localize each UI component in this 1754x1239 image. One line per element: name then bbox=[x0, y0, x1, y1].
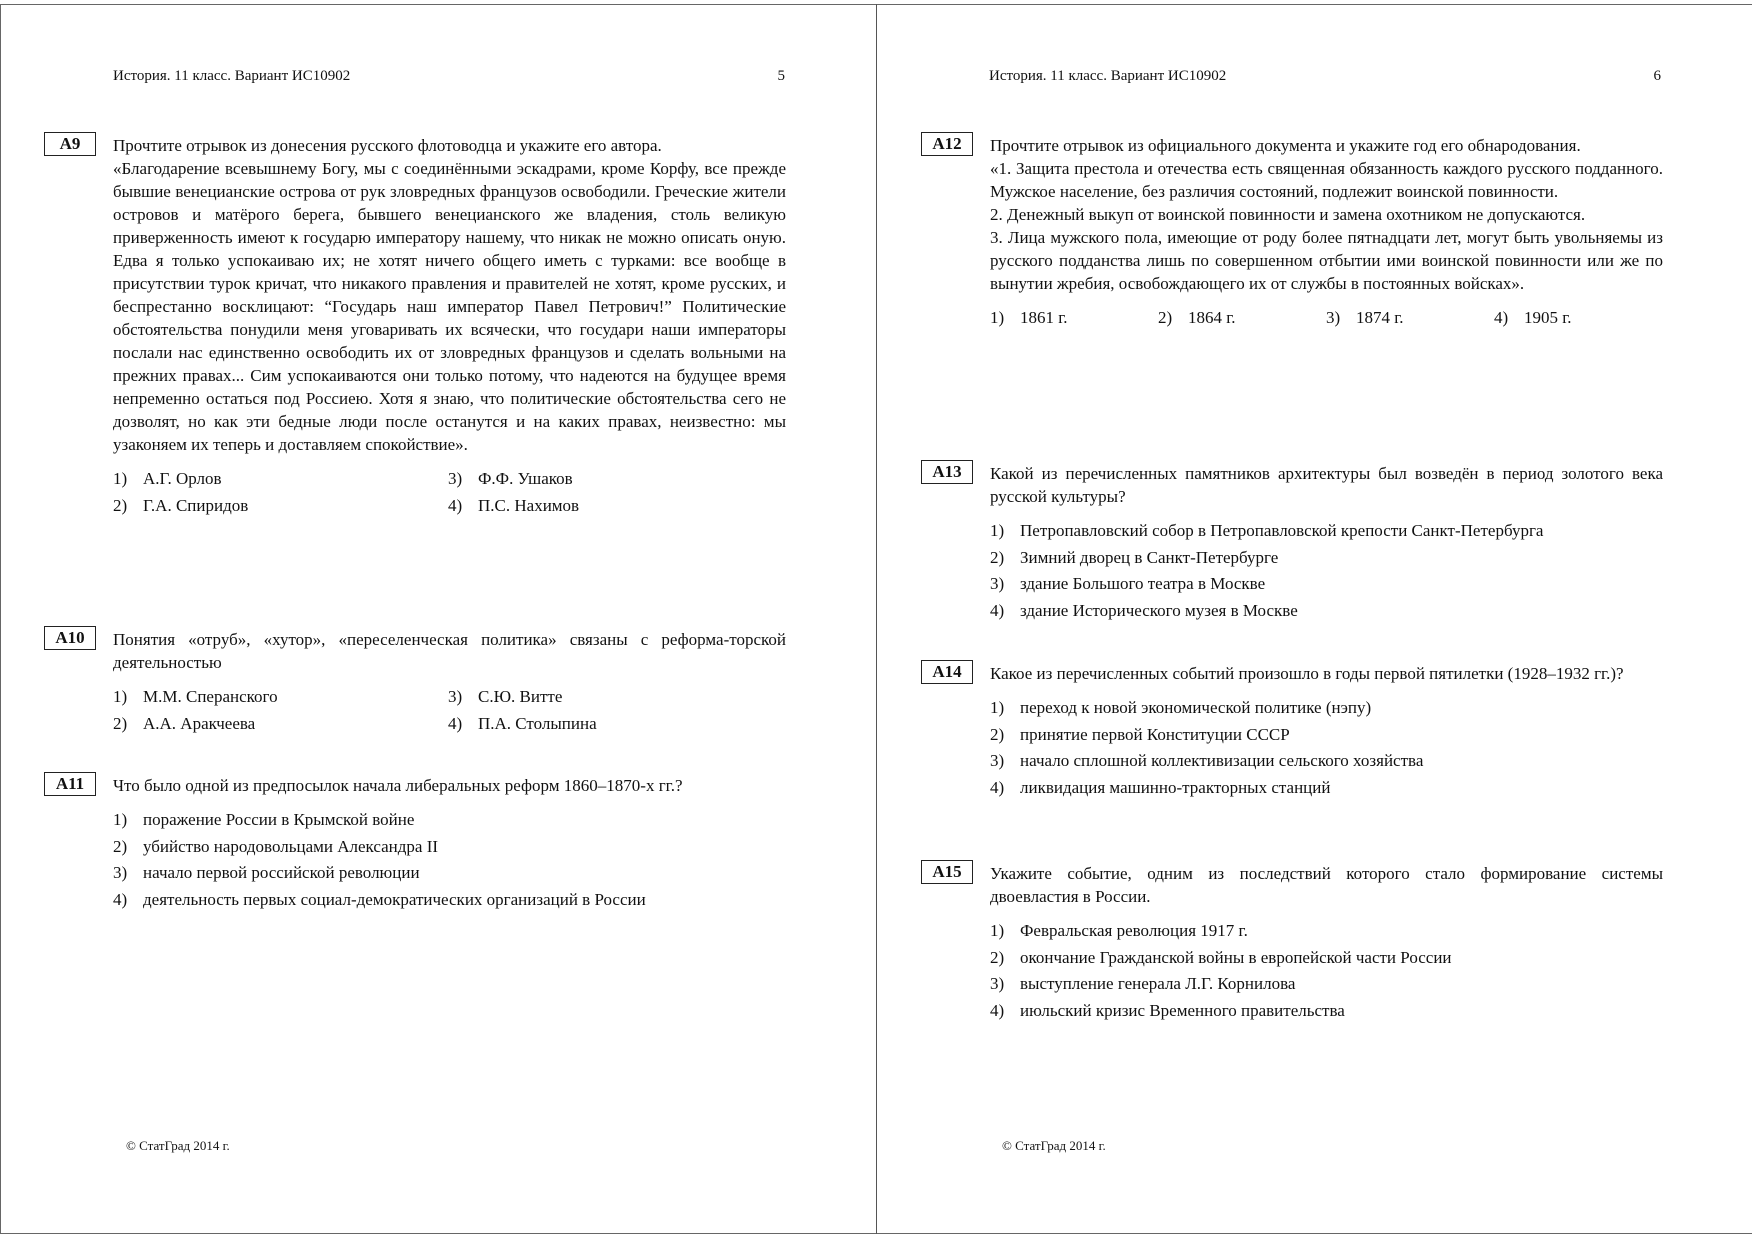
answer-option[interactable]: 1) М.М. Сперанского bbox=[113, 687, 278, 706]
answer-option[interactable]: 3) здание Большого театра в Москве bbox=[990, 574, 1266, 593]
answer-option[interactable]: 1) Февральская революция 1917 г. bbox=[990, 921, 1248, 940]
left-page bbox=[0, 0, 876, 1239]
question-body bbox=[113, 134, 786, 519]
answer-option[interactable]: 4) здание Исторического музея в Москве bbox=[990, 600, 1298, 620]
answer-option[interactable]: 1) поражение России в Крымской войне bbox=[113, 810, 415, 829]
question-a9 bbox=[44, 134, 786, 519]
question-label: A15 bbox=[921, 860, 973, 884]
answer-options bbox=[113, 466, 786, 519]
question-body bbox=[990, 462, 1663, 624]
answer-option[interactable]: 4) П.А. Столыпина bbox=[448, 713, 597, 733]
question-body bbox=[990, 662, 1663, 801]
answer-option[interactable]: 3) начало сплошной коллективизации сельского хозяйства bbox=[990, 751, 1424, 770]
question-body bbox=[990, 134, 1663, 332]
question-label: A9 bbox=[44, 132, 96, 156]
page-footer: © СтатГрад 2014 г. bbox=[1002, 1138, 1106, 1153]
answer-option[interactable]: 3) 1874 г. bbox=[1326, 308, 1404, 327]
answer-option[interactable]: 3) начало первой российской революции bbox=[113, 863, 420, 882]
answer-option[interactable]: 4) 1905 г. bbox=[1494, 308, 1572, 327]
answer-option[interactable]: 1) 1861 г. bbox=[990, 308, 1068, 327]
answer-option[interactable]: 2) Г.А. Спиридов bbox=[113, 495, 249, 515]
header-title: История. 11 класс. Вариант ИС10902 bbox=[113, 68, 351, 84]
right-page bbox=[877, 0, 1753, 1239]
document-excerpt-1: «1. Защита престола и отечества есть священная обязанность каждого русского подданного. Мужское население, без различия состояний, подлежит воинской повинности. bbox=[990, 159, 1663, 201]
page-header bbox=[113, 68, 785, 85]
answer-option[interactable]: 4) ликвидация машинно-тракторных станций bbox=[990, 777, 1331, 797]
answer-options bbox=[113, 684, 786, 737]
answer-option[interactable]: 3) выступление генерала Л.Г. Корнилова bbox=[990, 974, 1296, 993]
question-text: Какой из перечисленных памятников архитектуры был возведён в период золотого века русской культуры? bbox=[990, 464, 1663, 506]
question-a12 bbox=[921, 134, 1663, 332]
answer-options bbox=[990, 695, 1663, 801]
document-excerpt-2: 2. Денежный выкуп от воинской повинности и замена охотником не допускаются. bbox=[990, 205, 1586, 224]
answer-options bbox=[990, 305, 1663, 332]
question-label: A13 bbox=[921, 460, 973, 484]
question-text: Какое из перечисленных событий произошло в годы первой пятилетки (1928–1932 гг.)? bbox=[990, 664, 1624, 683]
question-a10 bbox=[44, 628, 786, 737]
question-body bbox=[113, 628, 786, 737]
answer-options bbox=[113, 807, 786, 913]
question-excerpt: «Благодарение всевышнему Богу, мы с соединёнными эскадрами, кроме Корфу, все прежде бывшие венецианские острова от рук зловредных французов освободили. Греческие жители островов и матёрого берега, бывшего венецианского же владения, столь великую приверженность имеют к государю императору нашему, что никак не можно описать оную. Едва я только успокаиваю их; не хотят ничего общего иметь с турками: все вообще в присутствии турок кричат, что никакого правления и правителей не хотят, кроме русских, и беспрестанно восклицают: “Государь наш император Павел Петрович!” Политические обстоятельства понудили меня уговаривать их всячески, что государи наши императоры послали нас единственно освободить их от зловредных французов и сделать вольными на прежних правах... Сим успокаиваются они только потому, что надеются на будущее время непременно остаться под Россиею. Хотя я знаю, что политические обстоятельства сего не дозволят, но как эти бедные люди после останутся и на каких правах, неизвестно: мы узаконяем их теперь и доставляем спокойствие». bbox=[113, 159, 786, 454]
question-text: Прочтите отрывок из официального документа и укажите год его обнародования. bbox=[990, 136, 1581, 155]
answer-option[interactable]: 1) переход к новой экономической политике (нэпу) bbox=[990, 698, 1372, 717]
answer-option[interactable]: 2) А.А. Аракчеева bbox=[113, 713, 256, 733]
answer-option[interactable]: 2) 1864 г. bbox=[1158, 308, 1236, 327]
answer-option[interactable]: 3) Ф.Ф. Ушаков bbox=[448, 469, 573, 488]
question-a11 bbox=[44, 774, 786, 913]
page-number: 6 bbox=[1653, 68, 1661, 84]
question-a14 bbox=[921, 662, 1663, 801]
page-number: 5 bbox=[777, 68, 785, 84]
answer-options bbox=[990, 518, 1663, 624]
answer-option[interactable]: 2) убийство народовольцами Александра II bbox=[113, 836, 439, 856]
answer-options bbox=[990, 918, 1663, 1024]
answer-option[interactable]: 2) принятие первой Конституции СССР bbox=[990, 724, 1290, 744]
question-label: A12 bbox=[921, 132, 973, 156]
question-text: Что было одной из предпосылок начала либеральных реформ 1860–1870-х гг.? bbox=[113, 776, 683, 795]
question-a13 bbox=[921, 462, 1663, 624]
question-a15 bbox=[921, 862, 1663, 1024]
answer-option[interactable]: 2) Зимний дворец в Санкт-Петербурге bbox=[990, 547, 1279, 567]
page-header bbox=[989, 68, 1661, 85]
page-footer: © СтатГрад 2014 г. bbox=[126, 1138, 230, 1153]
answer-option[interactable]: 4) деятельность первых социал-демократических организаций в России bbox=[113, 889, 646, 909]
document-excerpt-3: 3. Лица мужского пола, имеющие от роду более пятнадцати лет, могут быть увольняемы из русского подданства лишь по совершенном отбытии ими воинской повинности или же по вынутии жребия, освобождающего их от службы в постоянных войсках». bbox=[990, 228, 1663, 293]
question-label: A11 bbox=[44, 772, 96, 796]
question-text: Укажите событие, одним из последствий которого стало формирование системы двоевластия в России. bbox=[990, 864, 1663, 906]
question-text: Понятия «отруб», «хутор», «переселенческая политика» связаны с реформа-торской деятельностью bbox=[113, 630, 786, 672]
question-label: A10 bbox=[44, 626, 96, 650]
answer-option[interactable]: 1) Петропавловский собор в Петропавловской крепости Санкт-Петербурга bbox=[990, 521, 1544, 540]
question-label: A14 bbox=[921, 660, 973, 684]
header-title: История. 11 класс. Вариант ИС10902 bbox=[989, 68, 1227, 84]
answer-option[interactable]: 2) окончание Гражданской войны в европейской части России bbox=[990, 947, 1452, 967]
question-body bbox=[113, 774, 786, 913]
answer-option[interactable]: 3) С.Ю. Витте bbox=[448, 687, 563, 706]
answer-option[interactable]: 1) А.Г. Орлов bbox=[113, 469, 222, 488]
question-text: Прочтите отрывок из донесения русского флотоводца и укажите его автора. bbox=[113, 136, 662, 155]
question-body bbox=[990, 862, 1663, 1024]
answer-option[interactable]: 4) июльский кризис Временного правительства bbox=[990, 1000, 1345, 1020]
answer-option[interactable]: 4) П.С. Нахимов bbox=[448, 495, 580, 515]
